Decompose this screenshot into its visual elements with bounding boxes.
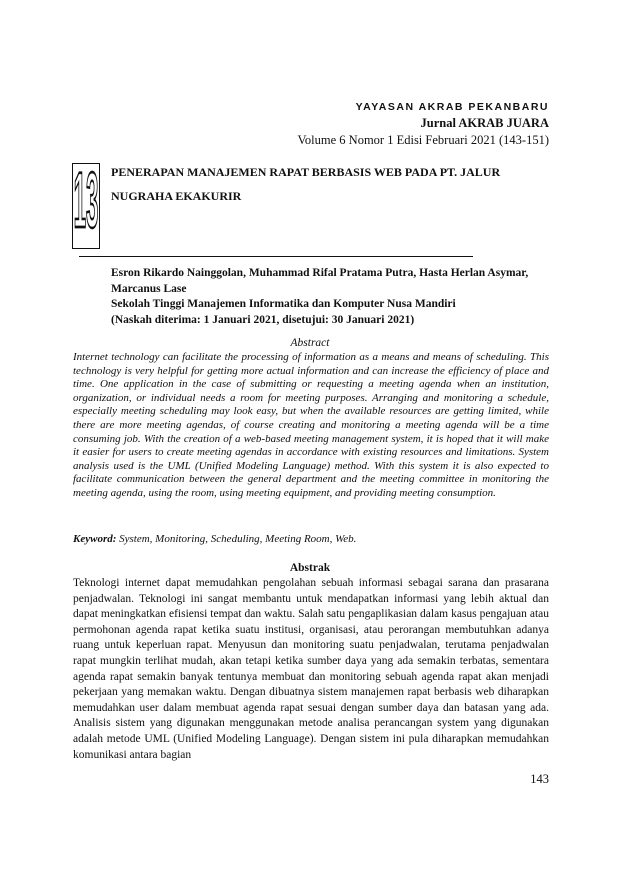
article-number-badge bbox=[72, 163, 100, 249]
keyword-label: Keyword: bbox=[73, 533, 117, 545]
abstrak-heading: Abstrak bbox=[289, 562, 331, 574]
author-names: Esron Rikardo Nainggolan, Muhammad Rifal Pratama Putra, Hasta Herlan Asymar, Marcanus Lase bbox=[111, 267, 529, 295]
author-affiliation: Sekolah Tinggi Manajemen Informatika dan Komputer Nusa Mandiri bbox=[111, 298, 456, 310]
publisher-name: YAYASAN AKRAB PEKANBARU bbox=[355, 101, 549, 113]
article-number: 13 bbox=[73, 163, 99, 245]
volume-info: Volume 6 Nomor 1 Edisi Februari 2021 (143-151) bbox=[297, 133, 549, 147]
journal-name: Jurnal AKRAB JUARA bbox=[420, 116, 549, 130]
paper-title: PENERAPAN MANAJEMEN RAPAT BERBASIS WEB PADA PT. JALUR NUGRAHA EKAKURIR bbox=[111, 165, 501, 203]
abstract-heading: Abstract bbox=[290, 337, 330, 349]
keywords bbox=[73, 533, 549, 545]
submission-dates: (Naskah diterima: 1 Januari 2021, disetujui: 30 Januari 2021) bbox=[111, 313, 415, 326]
abstrak-text: Teknologi internet dapat memudahkan pengolahan sebuah informasi sebagai sarana dan prasarana penjadwalan. Teknologi ini sangat membantu untuk mendapatkan informasi yang lebih aktual dan dapat meningkatkan efisiensi tempat dan waktu. Salah satu pengaplikasian dalam kasus pengajuan atau permohonan agenda rapat ketika suatu institusi, organisasi, atau perorangan membutuhkan adanya ruang untuk keperluan rapat. Menyusun dan monitoring suatu penjadwalan, terutama penjadwalan rapat mungkin terlihat mudah, akan tetapi ketika sumber daya yang ada semakin terbatas, sementara agenda rapat semakin banyak tentunya membuat dan monitoring sebuah agenda rapat akan menjadi pekerjaan yang memakan waktu. Dengan dibuatnya sistem manajemen rapat berbasis web diharapkan memudahkan user dalam membuat agenda rapat sesuai dengan sumber daya dan batasan yang ada. Analisis sistem yang digunakan menggunakan metode analisa perancangan system yang digunakan adalah metode UML (Unified Modeling Language). Dengan sistem ini pula diharapkan memudahkan komunikasi antara bagian bbox=[73, 577, 549, 761]
title-divider bbox=[79, 256, 473, 257]
page-number: 143 bbox=[530, 772, 549, 786]
abstract-text: Internet technology can facilitate the processing of information as a means and means of scheduling. This technology is very helpful for getting more actual information and can increase the efficiency of place and time. One application in the case of submitting or requesting a meeting agenda when an institution, organization, or individual needs a room for meeting purposes. Arranging and monitoring a schedule, especially meeting scheduling may look easy, but when the available resources are getting limited, while there are more meeting agendas, of course creating and monitoring a meeting agenda will be a time consuming job. With the creation of a web-based meeting management system, it is hoped that it will make it easier for users to create meeting agendas in accordance with existing resources and limitations. System analysis used is the UML (Unified Modeling Language) method. With this system it is also expected to facilitate communication between the general department and the meeting committee in monitoring the meeting agenda, using the room, using meeting equipment, and providing meeting consumption. bbox=[73, 351, 549, 499]
author-block bbox=[111, 266, 541, 328]
keyword-text: System, Monitoring, Scheduling, Meeting Room, Web. bbox=[119, 533, 357, 545]
